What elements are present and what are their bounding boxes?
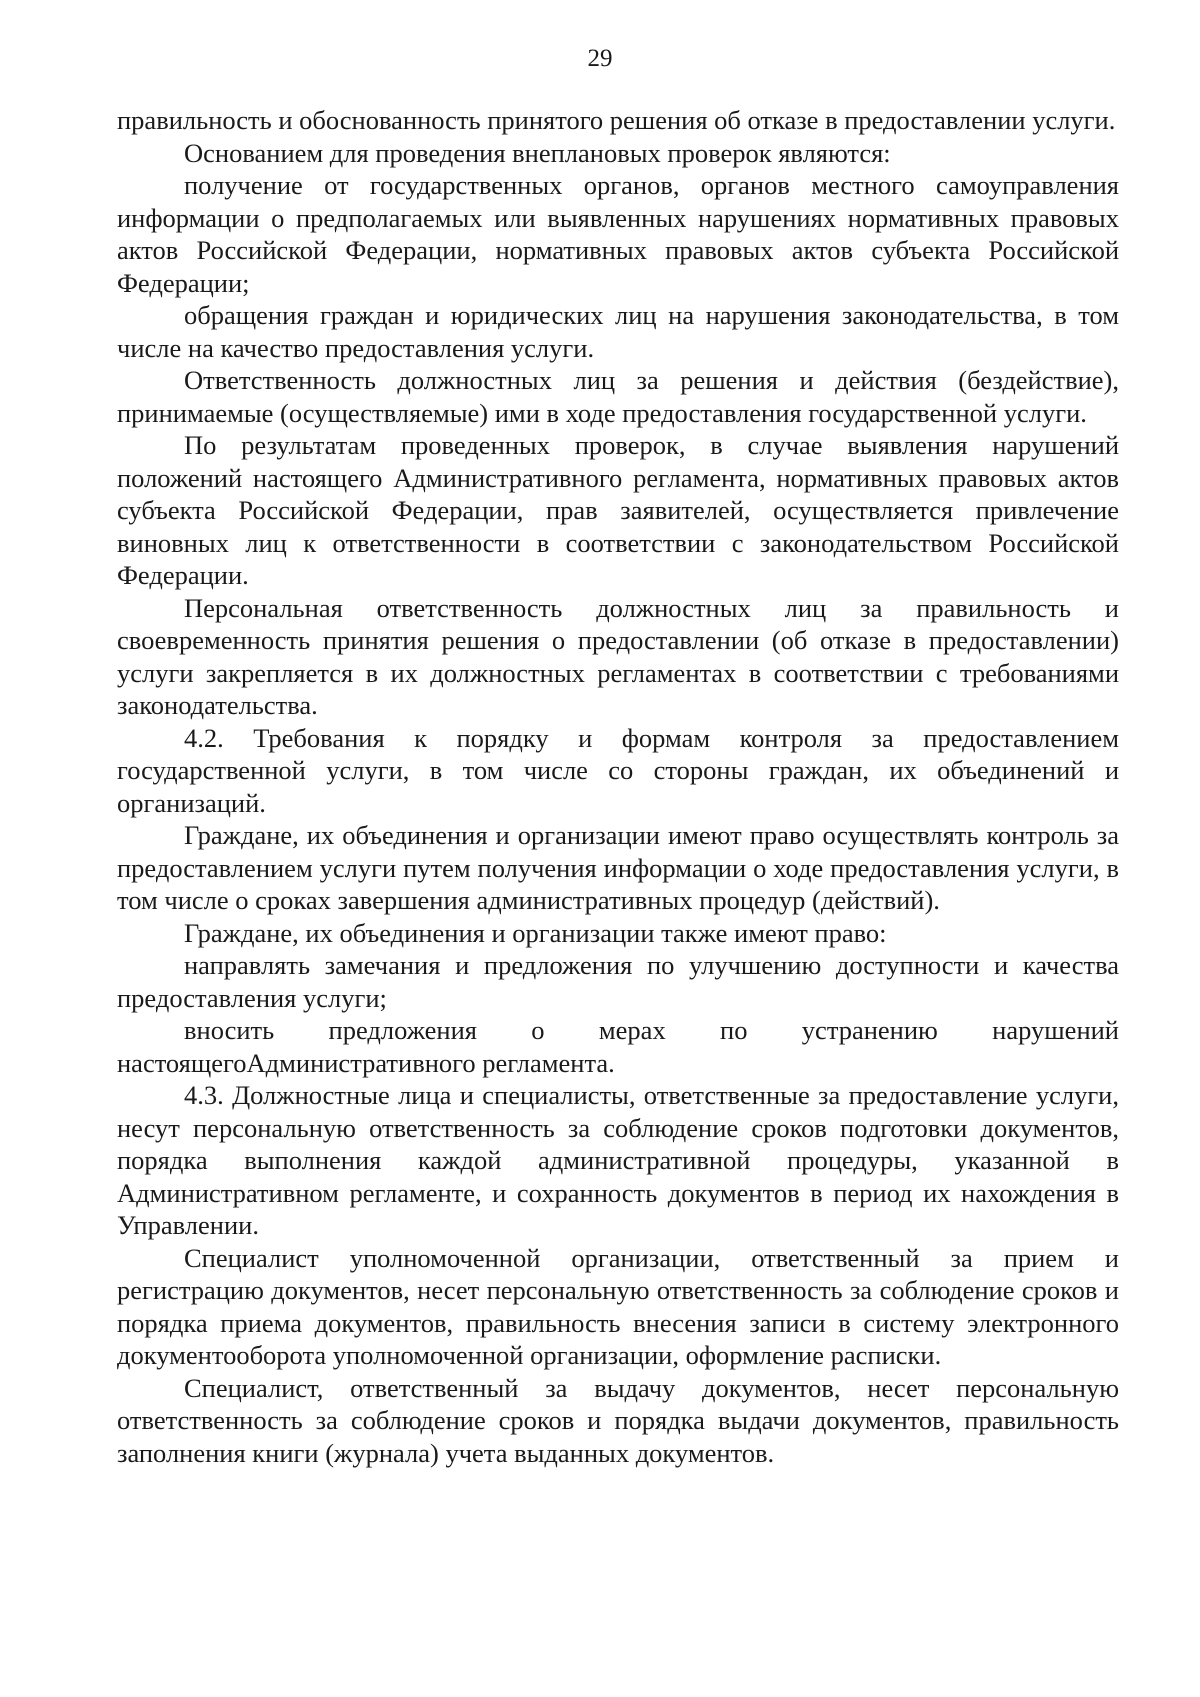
paragraph: Специалист, ответственный за выдачу документов, несет персональную ответственность за соблюдение сроков и порядка выдачи документов, правильность заполнения книги (журнала) учета выданных документов. — [117, 1372, 1119, 1468]
paragraph: По результатам проведенных проверок, в случае выявления нарушений положений настоящего Административного регламента, нормативных правовых актов субъекта Российской Федерации, прав заявителей, осуществляется привлечение виновных лиц к ответственности в соответствии с законодательством Российской Федерации. — [117, 430, 1119, 590]
section-heading-4-2: 4.2. Требования к порядку и формам контроля за предоставлением государственной услуги, в том числе со стороны граждан, их объединений и организаций. — [117, 722, 1119, 818]
paragraph: направлять замечания и предложения по улучшению доступности и качества предоставления услуги; — [117, 950, 1119, 1013]
document-body — [117, 104, 1119, 1469]
paragraph: Ответственность должностных лиц за решения и действия (бездействие), принимаемые (осуществляемые) ими в ходе предоставления государственной услуги. — [117, 365, 1119, 428]
paragraph: обращения граждан и юридических лиц на нарушения законодательства, в том числе на качество предоставления услуги. — [117, 300, 1119, 363]
paragraph: вносить предложения о мерах по устранению нарушений настоящегоАдминистративного регламента. — [117, 1015, 1119, 1078]
paragraph: Основанием для проведения внеплановых проверок являются: — [184, 137, 891, 168]
paragraph: Граждане, их объединения и организации также имеют право: — [184, 917, 887, 948]
paragraph-continuation: правильность и обоснованность принятого решения об отказе в предоставлении услуги. — [117, 105, 1116, 135]
page-number: 29 — [587, 45, 613, 72]
paragraph: Специалист уполномоченной организации, ответственный за прием и регистрацию документов, несет персональную ответственность за соблюдение сроков и порядка приема документов, правильность внесения записи в систему электронного документооборота уполномоченной организации, оформление расписки. — [117, 1242, 1119, 1370]
paragraph: Граждане, их объединения и организации имеют право осуществлять контроль за предоставлением услуги путем получения информации о ходе предоставления услуги, в том числе о сроках завершения административных процедур (действий). — [117, 820, 1119, 915]
paragraph: Персональная ответственность должностных лиц за правильность и своевременность принятия решения о предоставлении (об отказе в предоставлении) услуги закрепляется в их должностных регламентах в соответствии с требованиями законодательства. — [117, 592, 1119, 720]
paragraph: получение от государственных органов, органов местного самоуправления информации о предполагаемых или выявленных нарушениях нормативных правовых актов Российской Федерации, нормативных правовых актов субъекта Российской Федерации; — [117, 170, 1119, 298]
section-heading-4-3: 4.3. Должностные лица и специалисты, ответственные за предоставление услуги, несут персональную ответственность за соблюдение сроков подготовки документов, порядка выполнения каждой административной процедуры, указанной в Административном регламенте, и сохранность документов в период их нахождения в Управлении. — [117, 1080, 1119, 1240]
